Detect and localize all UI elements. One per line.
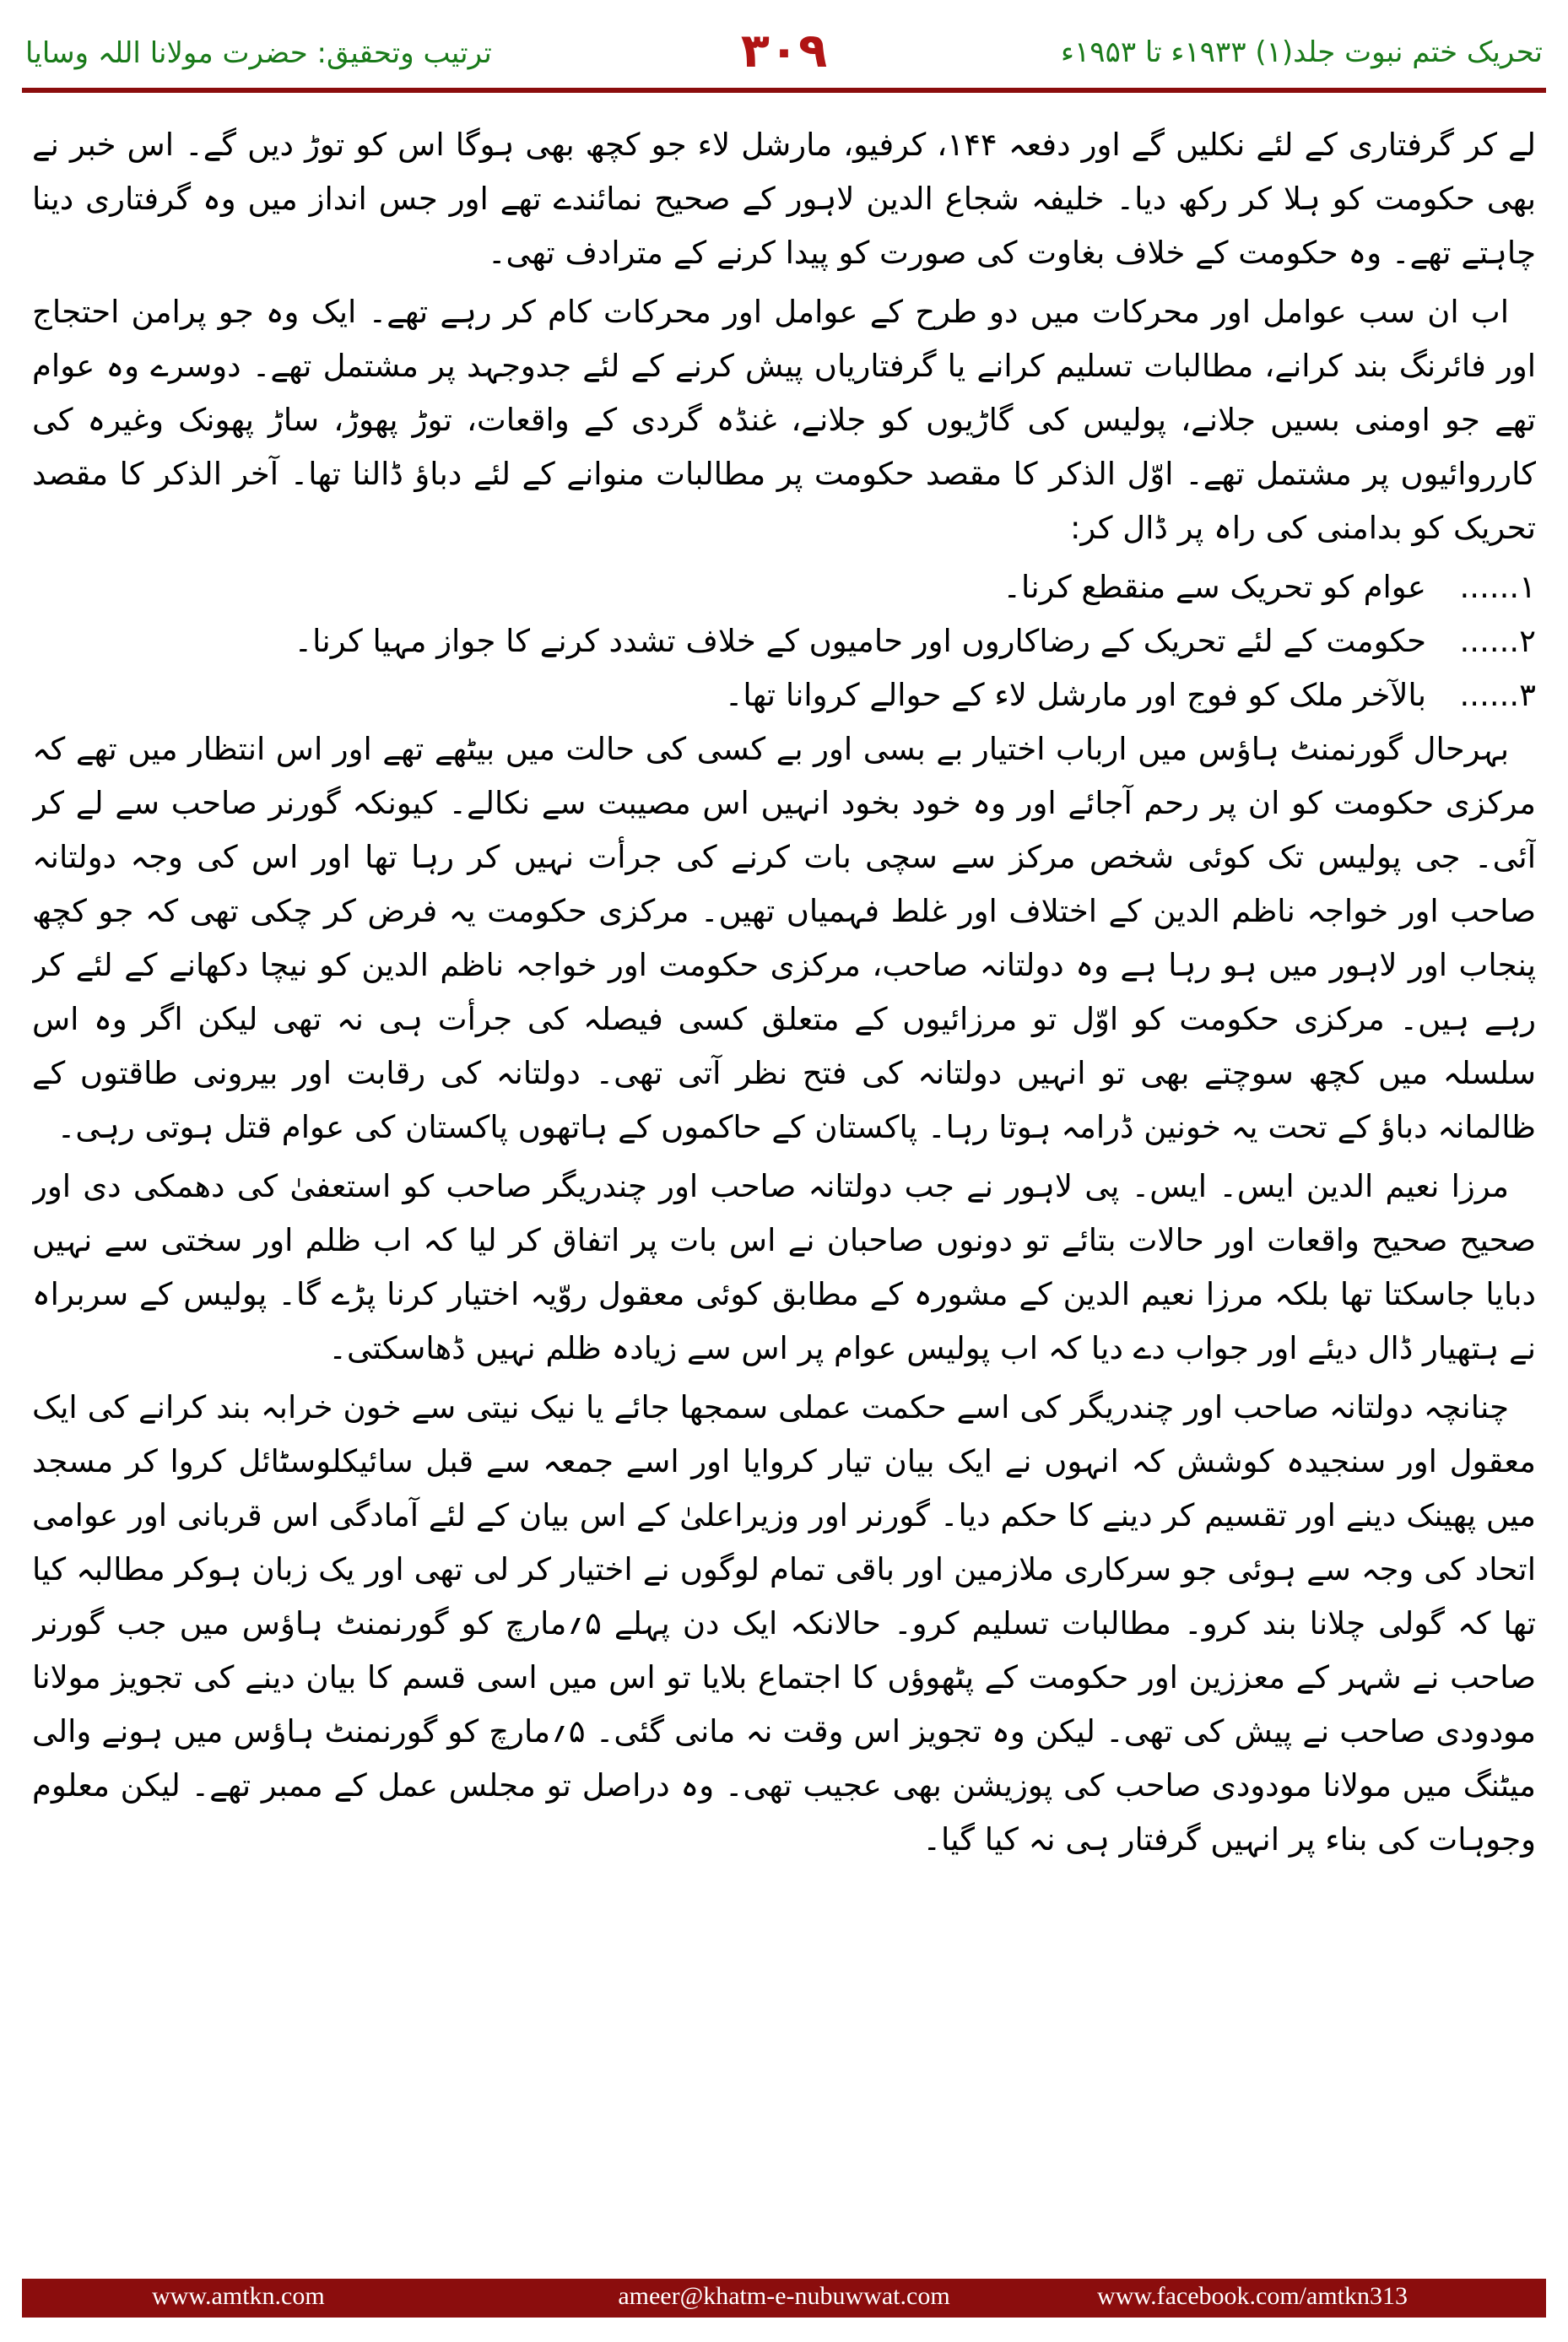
email-link[interactable]: ameer@khatm-e-nubuwwat.com <box>618 2282 950 2310</box>
paragraph: اب ان سب عوامل اور محرکات میں دو طرح کے عوامل اور محرکات کام کر رہے تھے۔ ایک وہ جو پرامن احتجاج اور فائرنگ بند کرانے، مطالبات تسلیم کرانے یا گرفتاریاں پیش کرنے کے لئے جدوجہد پر مشتمل تھے۔ دوسرے وہ عوام تھے جو اومنی بسیں جلانے، پولیس کی گاڑیوں کو جلانے، غنڈہ گردی کے واقعات، توڑ پھوڑ، ساڑ پھونک وغیرہ کی کارروائیوں پر مشتمل تھے۔ اوّل الذکر کا مقصد حکومت پر مطالبات منوانے کے لئے دباؤ ڈالنا تھا۔ آخر الذکر کا مقصد تحریک کو بدامنی کی راہ پر ڈال کر: <box>32 294 1536 546</box>
book-title: تحریک ختم نبوت جلد(۱) ۱۹۳۳ء تا ۱۹۵۳ء <box>1061 35 1543 69</box>
website-link[interactable]: www.amtkn.com <box>152 2282 325 2310</box>
paragraph: لے کر گرفتاری کے لئے نکلیں گے اور دفعہ ۱۴۴، کرفیو، مارشل لاء جو کچھ بھی ہوگا اس کو توڑ دیں گے۔ اس خبر نے بھی حکومت کو ہلا کر رکھ دیا۔ خلیفہ شجاع الدین لاہور کے صحیح نمائندے تھے اور جس انداز میں وہ گرفتاری دینا چاہتے تھے۔ وہ حکومت کے خلاف بغاوت کی صورت کو پیدا کرنے کے مترادف تھی۔ <box>32 127 1536 271</box>
page-number: ۳۰۹ <box>740 24 828 78</box>
list-item <box>32 668 1536 722</box>
compiler-credit: ترتیب وتحقیق: حضرت مولانا اللہ وسایا <box>25 36 492 70</box>
header-rule <box>22 88 1546 93</box>
paragraph: چنانچہ دولتانہ صاحب اور چندریگر کی اسے حکمت عملی سمجھا جائے یا نیک نیتی سے خون خرابہ بند کرانے کی ایک معقول اور سنجیدہ کوشش کہ انہوں نے ایک بیان تیار کروایا اور اسے جمعہ سے قبل سائیکلوسٹائل کروا کر مسجد میں پھینک دینے اور تقسیم کر دینے کا حکم دیا۔ گورنر اور وزیراعلیٰ کے اس بیان کے لئے آمادگی اس قربانی اور عوامی اتحاد کی وجہ سے ہوئی جو سرکاری ملازمین اور باقی تمام لوگوں نے اختیار کر لی تھی اور یک زبان ہوکر مطالبہ کیا تھا کہ گولی چلانا بند کرو۔ مطالبات تسلیم کرو۔ حالانکہ ایک دن پہلے ۵؍مارچ کو گورنمنٹ ہاؤس میں جب گورنر صاحب نے شہر کے معززین اور حکومت کے پٹھوؤں کا اجتماع بلایا تو اس میں اسی قسم کا بیان دینے کی تجویز مولانا مودودی صاحب نے پیش کی تھی۔ لیکن وہ تجویز اس وقت نہ مانی گئی۔ ۵؍مارچ کو گورنمنٹ ہاؤس میں ہونے والی میٹنگ میں مولانا مودودی صاحب کی پوزیشن بھی عجیب تھی۔ وہ دراصل تو مجلس عمل کے ممبر تھے۔ لیکن معلوم وجوہات کی بناء پر انہیں گرفتار ہی نہ کیا گیا۔ <box>32 1389 1536 1858</box>
list-text: حکومت کے لئے تحریک کے رضاکاروں اور حامیوں کے خلاف تشدد کرنے کا جواز مہیا کرنا۔ <box>294 623 1426 659</box>
list-item <box>32 560 1536 614</box>
list-text: بالآخر ملک کو فوج اور مارشل لاء کے حوالے کروانا تھا۔ <box>724 677 1426 713</box>
list-number: ۱...... <box>1459 569 1536 605</box>
list-item <box>32 614 1536 668</box>
facebook-link[interactable]: www.facebook.com/amtkn313 <box>1097 2282 1408 2310</box>
list-text: عوام کو تحریک سے منقطع کرنا۔ <box>1003 569 1426 605</box>
page-header <box>0 0 1568 78</box>
list-number: ۲...... <box>1459 623 1536 659</box>
page-body <box>32 118 1536 2203</box>
list-number: ۳...... <box>1459 677 1536 713</box>
paragraph: بہرحال گورنمنٹ ہاؤس میں ارباب اختیار بے بسی اور بے کسی کی حالت میں بیٹھے تھے اور اس انتظار میں تھے کہ مرکزی حکومت کو ان پر رحم آجائے اور وہ خود بخود انہیں اس مصیبت سے نکالے۔ کیونکہ گورنر صاحب سے لے کر آئی۔ جی پولیس تک کوئی شخص مرکز سے سچی بات کرنے کی جرأت نہیں کر رہا تھا اور اس کی وجہ دولتانہ صاحب اور خواجہ ناظم الدین کے اختلاف اور غلط فہمیاں تھیں۔ مرکزی حکومت یہ فرض کر چکی تھی کہ جو کچھ پنجاب اور لاہور میں ہو رہا ہے وہ دولتانہ صاحب، مرکزی حکومت اور خواجہ ناظم الدین کو نیچا دکھانے کے لئے کر رہے ہیں۔ مرکزی حکومت کو اوّل تو مرزائیوں کے متعلق کسی فیصلہ کی جرأت ہی نہ تھی لیکن اگر وہ اس سلسلہ میں کچھ سوچتے بھی تو انہیں دولتانہ کی فتح نظر آتی تھی۔ دولتانہ کی رقابت اور بیرونی طاقتوں کے ظالمانہ دباؤ کے تحت یہ خونین ڈرامہ ہوتا رہا۔ پاکستان کے حاکموں کے ہاتھوں پاکستان کی عوام قتل ہوتی رہی۔ <box>32 731 1536 1145</box>
paragraph: مرزا نعیم الدین ایس۔ ایس۔ پی لاہور نے جب دولتانہ صاحب اور چندریگر صاحب کو استعفیٰ کی دھمکی دی اور صحیح صحیح واقعات اور حالات بتائے تو دونوں صاحبان نے اس بات پر اتفاق کر لیا کہ اب ظلم اور سختی سے نہیں دبایا جاسکتا تھا بلکہ مرزا نعیم الدین کے مشورہ کے مطابق کوئی معقول روّیہ اختیار کرنا پڑے گا۔ پولیس کے سربراہ نے ہتھیار ڈال دیئے اور جواب دے دیا کہ اب پولیس عوام پر اس سے زیادہ ظلم نہیں ڈھاسکتی۔ <box>32 1168 1536 1366</box>
